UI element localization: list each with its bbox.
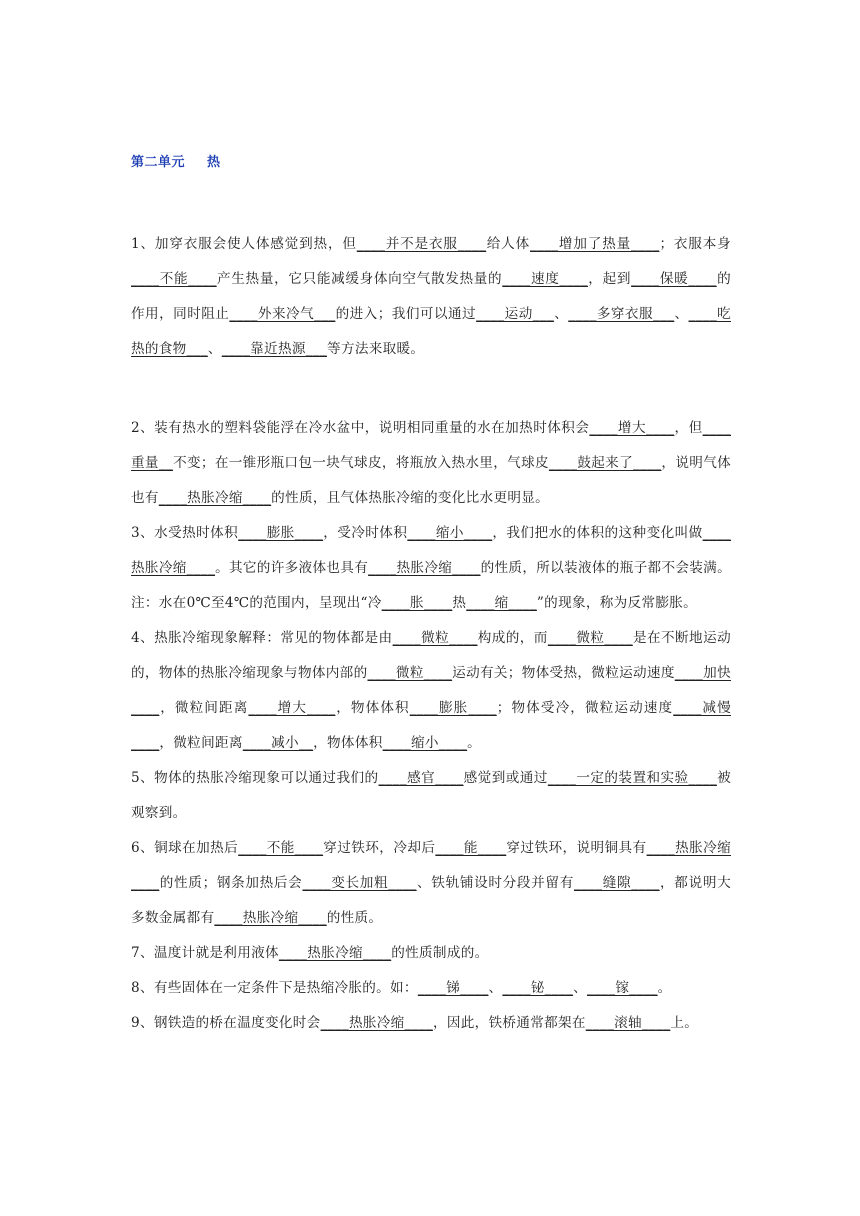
answer-blank: ____膨胀____: [238, 525, 324, 541]
answer-blank: ____速度____: [502, 271, 588, 287]
question-text: 、: [488, 980, 503, 996]
question-text: 的性质；钢条加热后会: [159, 875, 303, 891]
question-text: 、: [207, 341, 222, 357]
question-text: 6、铜球在加热后: [131, 840, 239, 856]
answer-blank: ____并不是衣服____: [356, 236, 487, 252]
answer-blank: ____微粒____: [392, 630, 478, 646]
question-text: ，物体体积: [335, 700, 410, 716]
question-2: [131, 411, 731, 516]
question-text: 运动有关；物体受热，微粒运动速度: [452, 665, 675, 681]
question-text: ，微粒间距离: [159, 735, 243, 751]
answer-blank: ____铋____: [502, 980, 574, 996]
answer-blank: ____多穿衣服___: [568, 306, 675, 322]
question-text: ，说明气体也有: [131, 455, 732, 506]
question-7: [131, 936, 731, 971]
question-text: 的作用，同时阻止: [131, 271, 732, 322]
question-text: 、: [554, 306, 569, 322]
question-text: 4、热胀冷缩现象解释：常见的物体都是由: [131, 630, 393, 646]
answer-blank: ____保暖____: [631, 271, 717, 287]
question-5: [131, 761, 731, 831]
answer-blank: ____微粒____: [367, 665, 453, 681]
answer-blank: ____热胀冷缩____: [278, 945, 392, 961]
question-text: 产生热量，它只能减缓身体向空气散发热量的: [216, 271, 503, 287]
question-text: 的性质。: [326, 910, 383, 926]
answer-blank: ____膨胀____: [409, 700, 497, 716]
question-text: 的性质，且气体热胀冷缩的变化比水更明显。: [271, 490, 550, 506]
question-text: 的性质制成的。: [391, 945, 489, 961]
answer-blank: ____靠近热源___: [221, 341, 328, 357]
question-text: 。其它的许多液体也具有: [215, 560, 369, 576]
answer-blank: ____热胀冷缩____: [368, 560, 481, 576]
question-text: 热: [452, 595, 467, 611]
answer-blank: ____滚轴____: [585, 1015, 671, 1031]
answer-blank: ____热胀冷缩____: [158, 490, 272, 506]
answer-blank: ____微粒____: [547, 630, 633, 646]
question-text: ；衣服本身: [659, 236, 732, 252]
answer-blank: ____减小__: [242, 735, 314, 751]
question-text: ，起到: [587, 271, 632, 287]
answer-blank: ____加快____: [131, 665, 731, 716]
answer-blank: ____重量__: [131, 420, 732, 471]
question-text: 、: [573, 980, 587, 996]
question-text: 、: [674, 306, 689, 322]
answer-blank: ____吃热的食物___: [131, 306, 731, 357]
question-text: 。: [657, 980, 672, 996]
answer-blank: ____增大____: [248, 700, 336, 716]
question-text: 被观察到。: [131, 770, 731, 821]
question-4: [131, 621, 731, 761]
unit-label: 第二单元: [131, 155, 186, 170]
answer-blank: ____缩小____: [382, 735, 468, 751]
question-text: 构成的，而: [477, 630, 548, 646]
question-text: 上。: [670, 1015, 699, 1031]
questions-list: [131, 227, 731, 1041]
question-text: 给人体: [486, 236, 531, 252]
answer-blank: ____能____: [435, 840, 507, 856]
answer-blank: ____热胀冷缩____: [214, 910, 327, 926]
answer-blank: ____一定的装置和实验____: [547, 770, 717, 786]
question-text: 、铁轨铺设时分段并留有: [416, 875, 574, 891]
answer-blank: ____变长加粗____: [302, 875, 417, 891]
question-text: 9、钢铁造的桥在温度变化时会: [131, 1015, 321, 1031]
question-text: 不变；在一锥形瓶口包一块气球皮，将瓶放入热水里，气球皮: [173, 455, 549, 471]
answer-blank: ____减慢____: [131, 700, 731, 751]
answer-blank: ____镓____: [586, 980, 658, 996]
question-1: [131, 227, 731, 367]
answer-blank: ____鼓起来了____: [548, 455, 662, 471]
question-text: ，物体体积: [313, 735, 383, 751]
question-text: 等方法来取暖。: [327, 341, 425, 357]
question-9: [131, 1006, 731, 1041]
answer-blank: ____不能____: [238, 840, 324, 856]
question-text: 8、有些固体在一定条件下是热缩冷胀的。如：: [131, 980, 418, 996]
answer-blank: ____增大____: [589, 420, 675, 436]
answer-blank: ____不能____: [131, 271, 217, 287]
answer-blank: ____外来冷气___: [229, 306, 336, 322]
answer-blank: ____缝隙____: [573, 875, 660, 891]
question-6: [131, 831, 731, 936]
answer-blank: ____胀____: [381, 595, 453, 611]
answer-blank: ____感官____: [378, 770, 464, 786]
question-text: ，但: [674, 420, 703, 436]
question-text: 穿过铁环，说明铜具有: [506, 840, 647, 856]
question-text: 是在不断地运动的，物体的热胀冷缩现象与物体内部的: [131, 630, 732, 681]
question-3: [131, 516, 731, 621]
question-text: ，都说明大多数金属都有: [131, 875, 731, 926]
answer-blank: ____热胀冷缩____: [131, 525, 732, 576]
answer-blank: ____运动___: [476, 306, 555, 322]
question-text: 感觉到或通过: [463, 770, 548, 786]
unit-topic: 热: [207, 155, 221, 170]
answer-blank: ____缩____: [466, 595, 537, 611]
question-text: 。: [467, 735, 482, 751]
question-8: [131, 971, 731, 1006]
question-text: 5、物体的热胀冷缩现象可以通过我们的: [131, 770, 379, 786]
answer-blank: ____热胀冷缩____: [131, 840, 732, 891]
question-text: 2、装有热水的塑料袋能浮在冷水盆中，说明相同重量的水在加热时体积会: [131, 420, 590, 436]
answer-blank: ____热胀冷缩____: [320, 1015, 433, 1031]
question-text: 3、水受热时体积: [131, 525, 239, 541]
question-text: ；物体受冷，微粒运动速度: [496, 700, 674, 716]
question-text: 7、温度计就是利用液体: [131, 945, 279, 961]
unit-title: [131, 151, 221, 170]
question-text: ，因此，铁桥通常都架在: [432, 1015, 586, 1031]
question-text: 1、加穿衣服会使人体感觉到热，但: [131, 236, 357, 252]
question-text: 的进入；我们可以通过: [335, 306, 477, 322]
question-text: 的性质，所以装液体的瓶子都不会装满。注：水在0℃至4℃的范围内，呈现出“冷: [131, 560, 731, 611]
answer-blank: ____增加了热量____: [530, 236, 660, 252]
question-text: ”的现象，称为反常膨胀。: [536, 595, 698, 611]
question-text: ，微粒间距离: [159, 700, 249, 716]
question-text: ，我们把水的体积的这种变化叫做: [492, 525, 703, 541]
answer-blank: ____缩小____: [407, 525, 493, 541]
answer-blank: ____锑____: [417, 980, 489, 996]
question-text: ，受冷时体积: [323, 525, 408, 541]
question-text: 穿过铁环，冷却后: [323, 840, 436, 856]
